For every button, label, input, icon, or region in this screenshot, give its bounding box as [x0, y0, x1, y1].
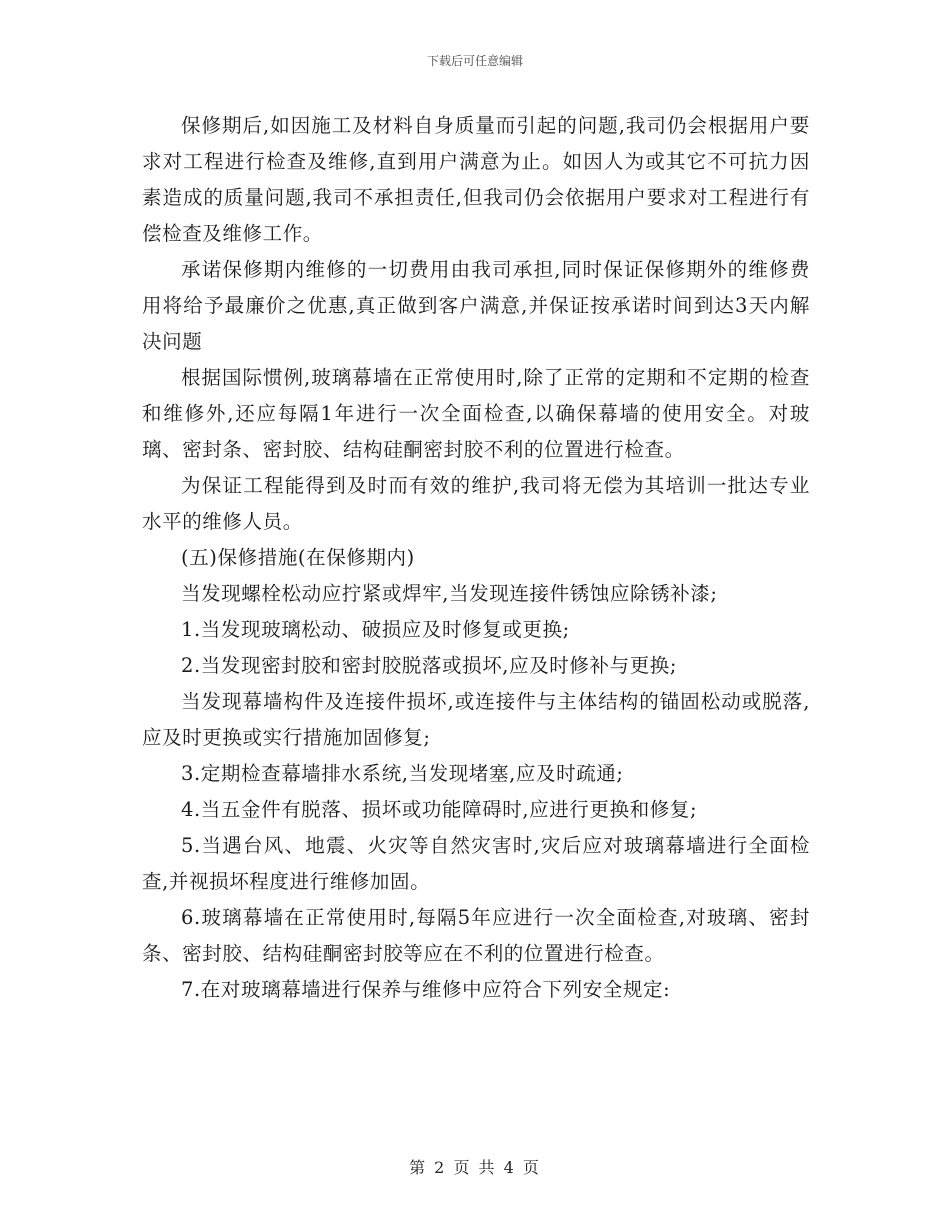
section-heading: (五)保修措施(在保修期内)	[181, 546, 415, 569]
list-item: 1.当发现玻璃松动、破损应及时修复或更换;	[181, 618, 570, 641]
paragraph: 当发现幕墙构件及连接件损坏,或连接件与主体结构的锚固松动或脱落,应及时更换或实行措施加固修复;	[142, 690, 810, 749]
page-footer: 第 2 页 共 4 页	[409, 1158, 541, 1177]
document-body	[142, 108, 810, 1008]
page-header: 下载后可任意编辑	[426, 54, 523, 68]
list-item: 3.定期检查幕墙排水系统,当发现堵塞,应及时疏通;	[181, 762, 624, 785]
list-item: 6.玻璃幕墙在正常使用时,每隔5年应进行一次全面检查,对玻璃、密封条、密封胶、结构硅酮密封胶等应在不利的位置进行检查。	[142, 906, 810, 965]
list-item: 4.当五金件有脱落、损坏或功能障碍时,应进行更换和修复;	[181, 798, 698, 821]
paragraph: 根据国际惯例,玻璃幕墙在正常使用时,除了正常的定期和不定期的检查和维修外,还应每隔1年进行一次全面检查,以确保幕墙的使用安全。对玻璃、密封条、密封胶、结构硅酮密封胶不利的位置进行检查。	[142, 366, 810, 461]
list-item: 7.在对玻璃幕墙进行保养与维修中应符合下列安全规定:	[181, 978, 671, 1001]
list-item: 2.当发现密封胶和密封胶脱落或损坏,应及时修补与更换;	[181, 654, 678, 677]
paragraph: 承诺保修期内维修的一切费用由我司承担,同时保证保修期外的维修费用将给予最廉价之优惠,真正做到客户满意,并保证按承诺时间到达3天内解决问题	[142, 258, 810, 353]
list-item: 5.当遇台风、地震、火灾等自然灾害时,灾后应对玻璃幕墙进行全面检查,并视损坏程度进行维修加固。	[142, 834, 810, 893]
paragraph: 当发现螺栓松动应拧紧或焊牢,当发现连接件锈蚀应除锈补漆;	[181, 582, 718, 605]
paragraph: 保修期后,如因施工及材料自身质量而引起的问题,我司仍会根据用户要求对工程进行检查及维修,直到用户满意为止。如因人为或其它不可抗力因素造成的质量问题,我司不承担责任,但我司仍会依据用户要求对工程进行有偿检查及维修工作。	[142, 114, 810, 245]
paragraph: 为保证工程能得到及时而有效的维护,我司将无偿为其培训一批达专业水平的维修人员。	[142, 474, 810, 533]
